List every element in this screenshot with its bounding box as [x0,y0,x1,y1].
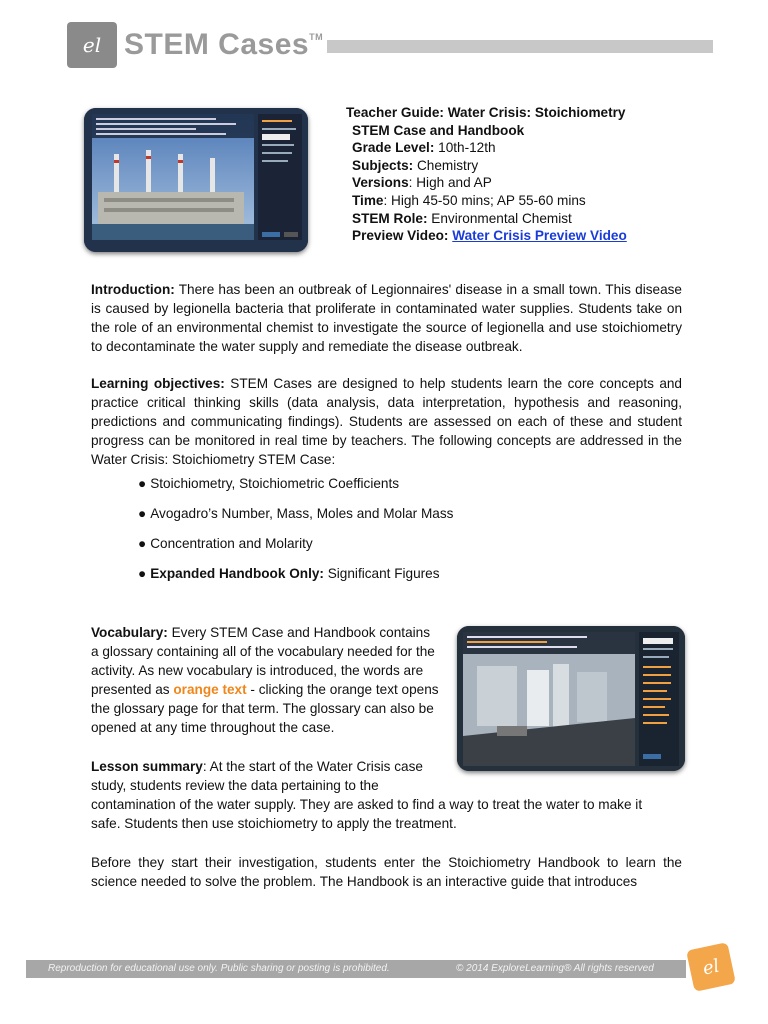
introduction-text: There has been an outbreak of Legionnaires' disease in a small town. This disease is caused by legionella bacteria that proliferate in contaminated water supplies. Students take on the role of an environmental chemist to investigate the source of legionella and use stoichiometry to decontaminate the water supply and remediate the disease outbreak. [91,282,682,354]
grade-level-label: Grade Level: [352,140,435,156]
introduction-paragraph [91,280,682,356]
subjects-label: Subjects: [352,157,414,173]
footer-copyright: © 2014 ExploreLearning® All rights reserved [456,963,654,974]
guide-title: Teacher Guide: Water Crisis: Stoichiometry [346,105,626,120]
bullet-icon: ● [138,566,147,581]
preview-video-label: Preview Video: [352,228,449,244]
concept-1: Stoichiometry, Stoichiometric Coefficients [150,476,400,491]
power-plant-screenshot [84,108,308,252]
concept-4-text: Significant Figures [323,566,440,581]
brand-title [124,28,323,62]
vocabulary-line-6: opened at any time throughout the case. [91,720,335,735]
lesson-summary-line-3: contamination of the water supply. They are asked to find a way to treat the water to make it [91,797,643,812]
time-value: : High 45-50 mins; AP 55-60 mins [383,192,586,208]
trademark: TM [309,32,324,42]
lab-screenshot [457,626,685,771]
time-label: Time [352,192,384,208]
list-item [138,506,453,536]
vocabulary-line-5: the glossary page for that term. The glossary can also be [91,701,434,716]
explorelearning-logo [67,22,117,68]
subjects-value: Chemistry [413,157,479,173]
grade-level-line [346,139,627,157]
lab-illustration [457,626,685,771]
lesson-summary-line-1 [91,757,682,776]
vocabulary-line-3: activity. As new vocabulary is introduced, the words are [91,663,424,678]
versions-line [346,174,627,192]
logo-glyph: el [82,33,102,57]
power-plant-illustration [84,108,308,252]
time-line [346,192,627,210]
vocabulary-line-4 [91,680,451,699]
introduction-label: Introduction: [91,282,175,297]
bullet-icon: ● [138,536,147,551]
bullet-icon: ● [138,476,147,491]
header-divider-bar [327,40,713,53]
footer-disclaimer: Reproduction for educational use only. Public sharing or posting is prohibited. [48,963,390,974]
bullet-icon: ● [138,506,147,521]
stem-role-line [346,210,627,228]
vocabulary-line-1 [91,623,451,642]
before-investigation-paragraph: Before they start their investigation, students enter the Stoichiometry Handbook to learn the science needed to solve the problem. The Handbook is an interactive guide that introduces [91,855,682,889]
concept-4-label: Expanded Handbook Only: [150,566,324,581]
versions-value: : High and AP [408,175,492,191]
footer-logo-glyph: el [700,955,722,979]
lesson-summary-paragraph [91,757,682,833]
concept-3: Concentration and Molarity [150,536,313,551]
lesson-summary-label: Lesson summary [91,759,203,774]
list-item [138,536,453,566]
lesson-summary-text-1: : At the start of the Water Crisis case [202,759,423,774]
vocabulary-line-2: a glossary containing all of the vocabulary needed for the [91,644,435,659]
preview-video-line [346,227,627,245]
guide-subtitle-line [346,122,627,140]
explorelearning-footer-logo [686,942,736,992]
learning-objectives-text: STEM Cases are designed to help students learn the core concepts and practice critical thinking skills (data analysis, data interpretation, hypothesis and reasoning, predictions and communicating findings). Students are assessed on each of these and student progress can be monitored in real time by teachers. The following concepts are addressed in the Water Crisis: Stoichiometry STEM Case: [91,376,682,467]
concepts-list [138,476,453,596]
concept-2: Avogadro’s Number, Mass, Moles and Molar Mass [150,506,454,521]
guide-metadata [346,104,627,245]
list-item [138,476,453,506]
lesson-summary-line-2: study, students review the data pertaining to the [91,778,379,793]
learning-objectives-paragraph [91,374,682,469]
subjects-line [346,157,627,175]
stem-role-label: STEM Role: [352,210,428,226]
vocabulary-text-4b: - clicking the orange text opens [246,682,439,697]
guide-title-line [346,104,627,122]
vocabulary-text-1: Every STEM Case and Handbook contains [167,625,431,640]
guide-subtitle: STEM Case and Handbook [352,122,525,138]
learning-objectives-label: Learning objectives: [91,376,225,391]
vocabulary-paragraph [91,623,451,737]
lesson-summary-line-4: safe. Students then use stoichiometry to apply the treatment. [91,816,457,831]
orange-text-example: orange text [173,682,247,697]
brand-text: STEM Cases [124,28,310,61]
footer-bar [26,960,686,978]
list-item [138,566,453,596]
grade-level-value: 10th-12th [434,140,496,156]
vocabulary-label: Vocabulary: [91,625,168,640]
preview-video-link[interactable]: Water Crisis Preview Video [452,228,627,244]
vocabulary-text-4a: presented as [91,682,174,697]
versions-label: Versions [352,175,409,191]
stem-role-value: Environmental Chemist [427,210,572,226]
